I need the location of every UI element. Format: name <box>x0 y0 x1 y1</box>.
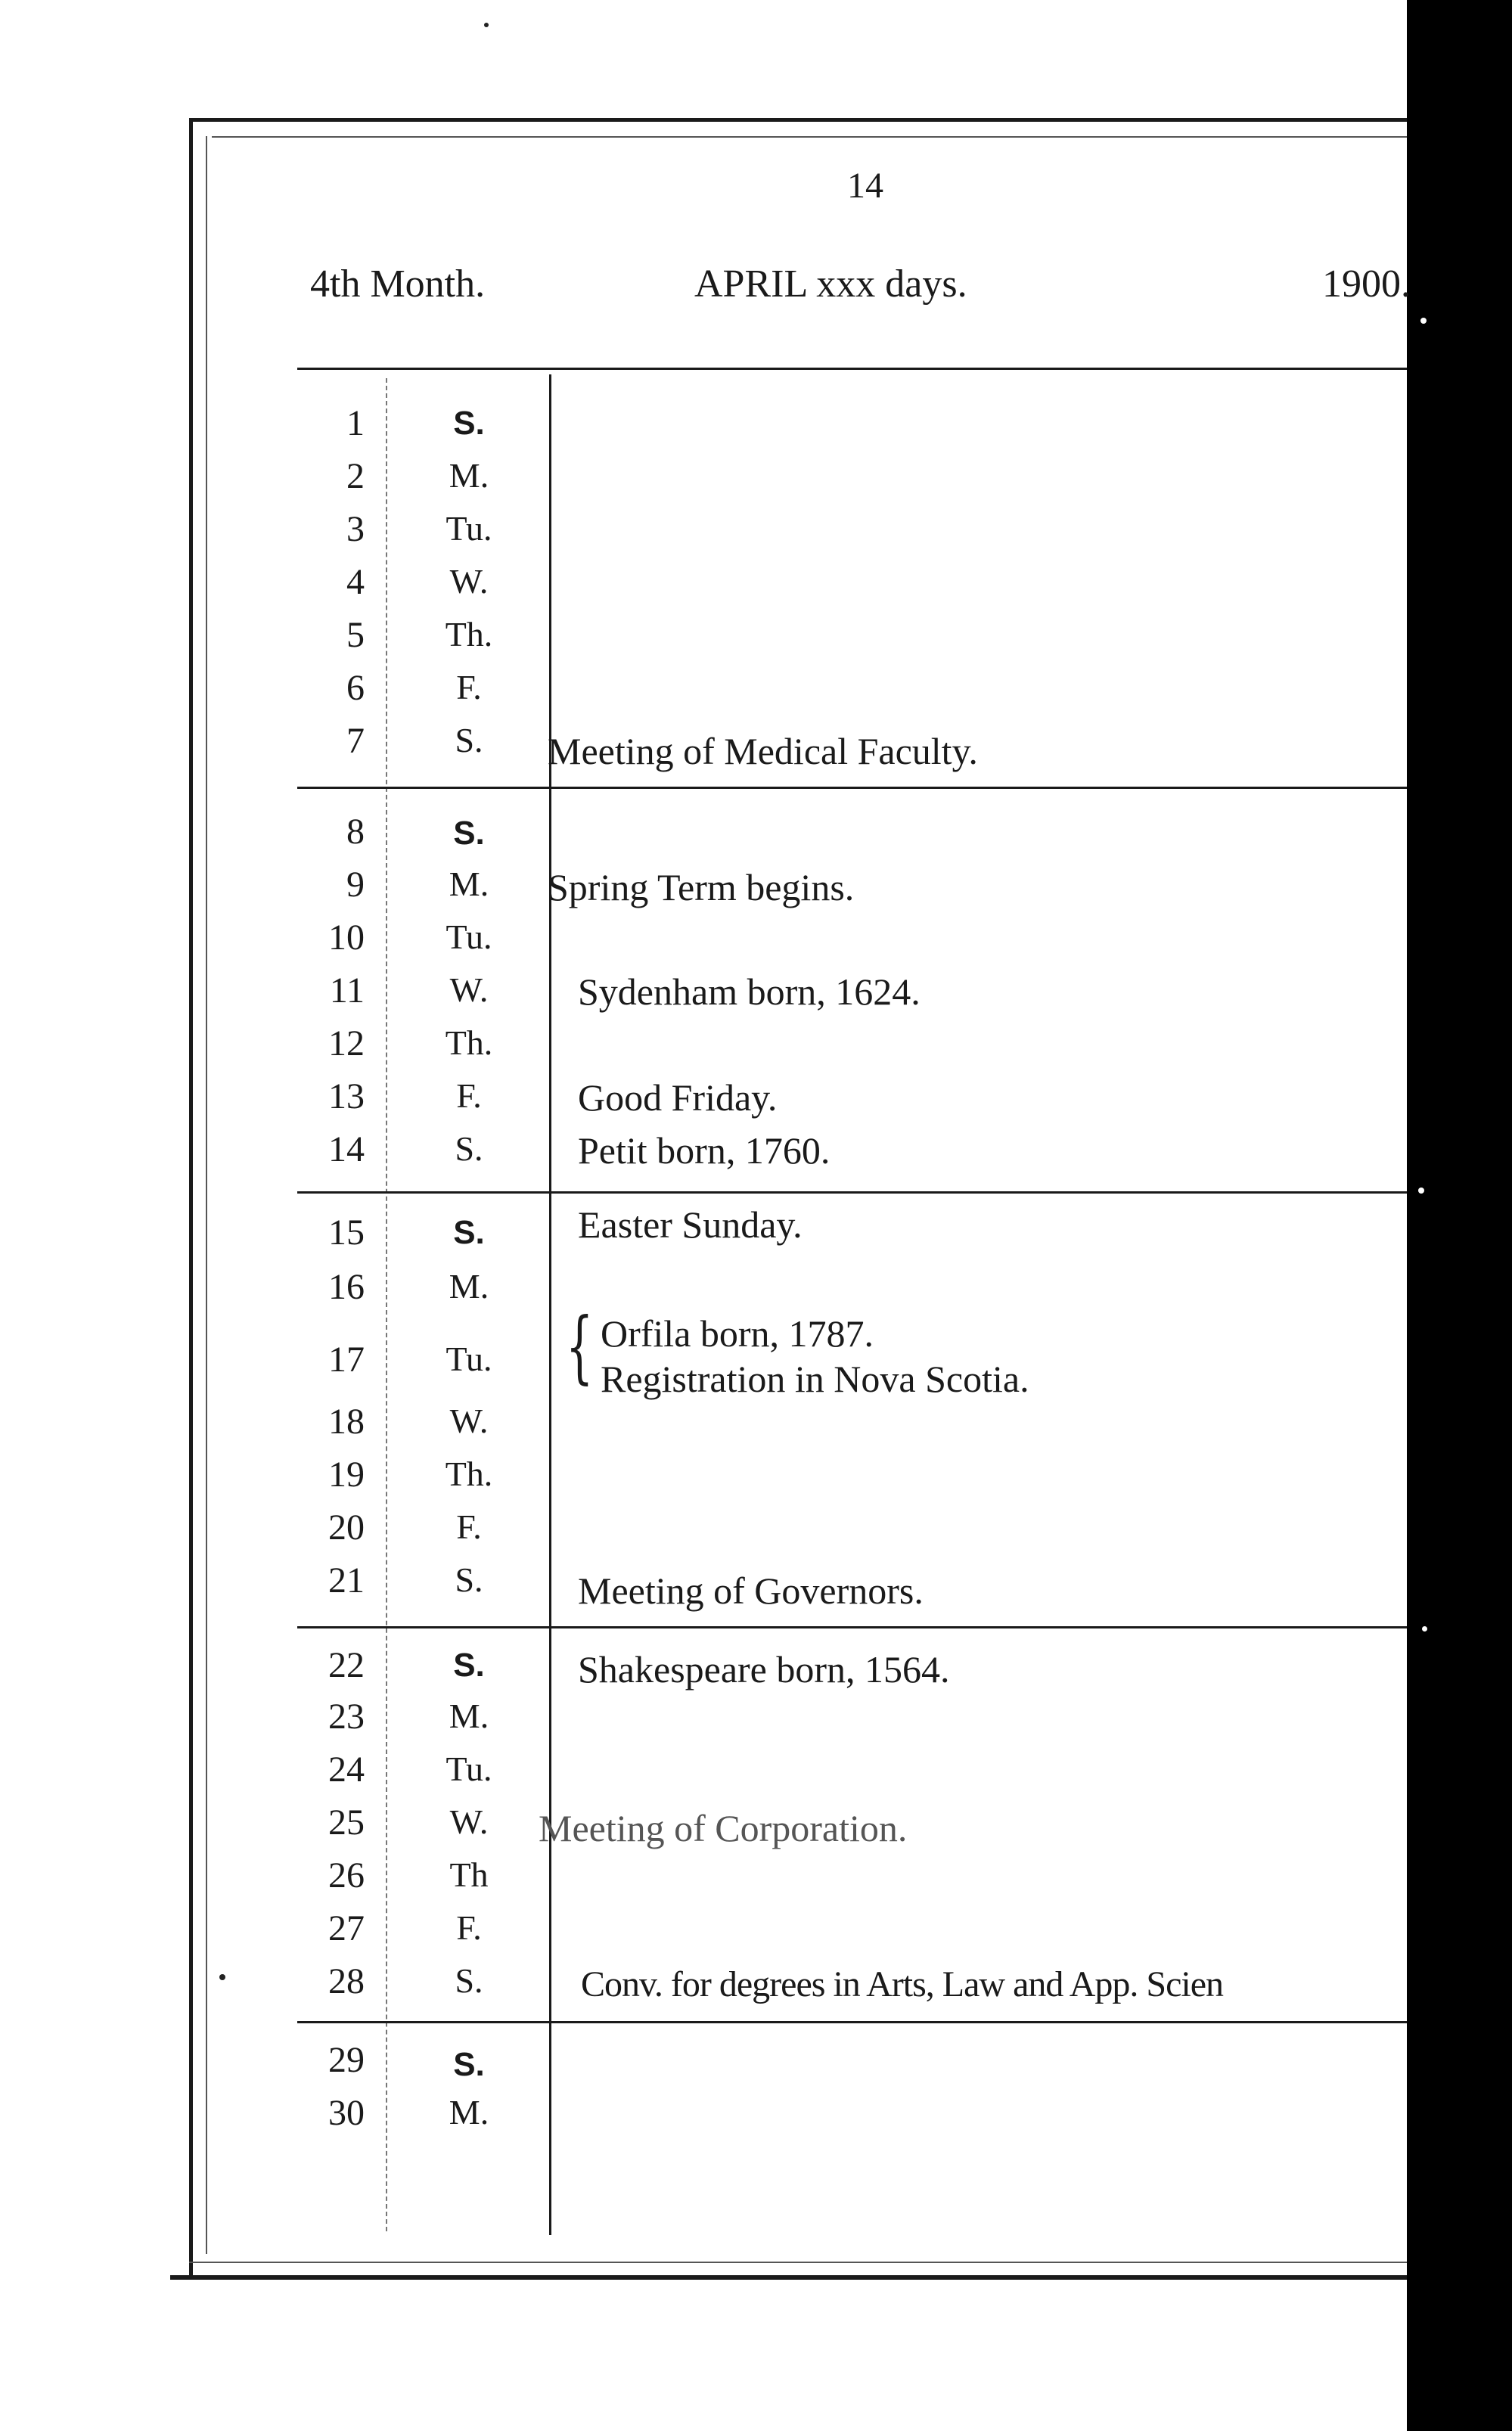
event-text: Petit born, 1760. <box>578 1129 831 1172</box>
weekday-label: W. <box>449 970 489 1009</box>
event-text: Easter Sunday. <box>578 1203 803 1246</box>
day-number: 19 <box>328 1455 365 1495</box>
day-number: 7 <box>346 721 365 761</box>
event-text: Spring Term begins. <box>548 866 855 908</box>
day-number: 28 <box>328 1961 365 2001</box>
frame-top-inner-rule <box>212 136 1407 138</box>
weekday-label: W. <box>449 562 489 601</box>
day-number: 8 <box>346 812 365 852</box>
day-number: 15 <box>328 1212 365 1253</box>
scan-edge <box>1407 0 1512 2431</box>
weekday-label: Th. <box>445 615 493 654</box>
brace-glyph: { <box>566 1300 594 1392</box>
weekday-label: W. <box>449 1802 489 1841</box>
weekday-label: S. <box>453 405 485 442</box>
event-text: Sydenham born, 1624. <box>578 970 921 1013</box>
weekday-label: W. <box>449 1402 489 1440</box>
day-number: 12 <box>328 1023 365 1063</box>
weekday-label: Tu. <box>446 1750 492 1788</box>
week-separator <box>297 1191 1407 1194</box>
day-number: 1 <box>346 403 365 443</box>
weekday-label: M. <box>449 865 489 903</box>
event-text: Meeting of Governors. <box>578 1569 924 1612</box>
day-number: 14 <box>328 1129 365 1169</box>
event-text: Orfila born, 1787. <box>601 1312 874 1355</box>
day-number: 20 <box>328 1507 365 1548</box>
day-number: 21 <box>328 1560 365 1600</box>
weekday-label: F. <box>456 668 482 706</box>
day-number: 2 <box>346 456 365 496</box>
day-number: 16 <box>328 1267 365 1307</box>
weekday-label: Tu. <box>446 917 492 956</box>
event-text: Conv. for degrees in Arts, Law and App. Scien <box>581 1964 1224 2004</box>
event-column-separator <box>549 374 551 2235</box>
weekday-label: S. <box>455 1961 483 2000</box>
weekday-label: M. <box>449 1267 489 1306</box>
day-number: 22 <box>328 1645 365 1685</box>
scan-speck <box>219 1974 225 1980</box>
scan-speck <box>1420 318 1427 324</box>
weekday-label: Tu. <box>446 509 492 548</box>
weekday-label: S. <box>453 1647 485 1684</box>
day-number: 25 <box>328 1802 365 1843</box>
day-number: 4 <box>346 562 365 602</box>
day-number: 24 <box>328 1750 365 1790</box>
week-separator <box>297 2021 1407 2023</box>
day-number: 11 <box>329 970 365 1011</box>
week-separator <box>297 787 1407 789</box>
day-number: 29 <box>328 2040 365 2080</box>
weekday-label: S. <box>455 1129 483 1168</box>
weekday-label: Tu. <box>446 1340 492 1378</box>
weekday-label: M. <box>449 2093 489 2131</box>
scan-speck <box>1422 1626 1427 1632</box>
day-number: 6 <box>346 668 365 708</box>
frame-bottom-inner-rule <box>189 2262 1407 2263</box>
weekday-label: Th <box>449 1855 489 1894</box>
weekday-label: F. <box>456 1908 482 1947</box>
weekday-label: S. <box>455 1560 483 1599</box>
weekday-label: Th. <box>445 1455 493 1493</box>
page-title: APRIL xxx days. <box>694 262 967 306</box>
day-number: 27 <box>328 1908 365 1948</box>
frame-bottom-rule <box>170 2275 1407 2280</box>
day-number: 18 <box>328 1402 365 1442</box>
weekday-label: S. <box>455 721 483 759</box>
day-number: 23 <box>328 1697 365 1737</box>
day-number: 9 <box>346 865 365 905</box>
frame-left-rule <box>189 118 193 2277</box>
frame-left-inner-rule <box>206 136 207 2254</box>
event-text: Good Friday. <box>578 1076 778 1119</box>
week-separator <box>297 1626 1407 1628</box>
scan-speck <box>484 23 489 27</box>
weekday-label: S. <box>453 1214 485 1251</box>
day-number: 5 <box>346 615 365 655</box>
page-number: 14 <box>847 166 883 206</box>
table-top-rule <box>297 368 1407 370</box>
event-text: Shakespeare born, 1564. <box>578 1648 950 1691</box>
weekday-label: S. <box>453 815 485 852</box>
day-number: 26 <box>328 1855 365 1895</box>
weekday-label: M. <box>449 1697 489 1735</box>
day-number: 13 <box>328 1076 365 1116</box>
weekday-label: F. <box>456 1076 482 1115</box>
day-number: 30 <box>328 2093 365 2133</box>
day-column-separator <box>386 378 387 2231</box>
day-number: 10 <box>328 917 365 958</box>
weekday-label: Th. <box>445 1023 493 1062</box>
event-text: Meeting of Medical Faculty. <box>548 730 978 772</box>
year-label: 1900. <box>1322 262 1411 306</box>
month-label: 4th Month. <box>310 262 486 306</box>
weekday-label: M. <box>449 456 489 495</box>
event-text: Registration in Nova Scotia. <box>601 1358 1029 1400</box>
event-text: Meeting of Corporation. <box>539 1807 908 1849</box>
scan-speck <box>1418 1188 1424 1194</box>
weekday-label: S. <box>453 2046 485 2083</box>
frame-top-rule <box>189 118 1407 122</box>
day-number: 17 <box>328 1340 365 1380</box>
weekday-label: F. <box>456 1507 482 1546</box>
day-number: 3 <box>346 509 365 549</box>
